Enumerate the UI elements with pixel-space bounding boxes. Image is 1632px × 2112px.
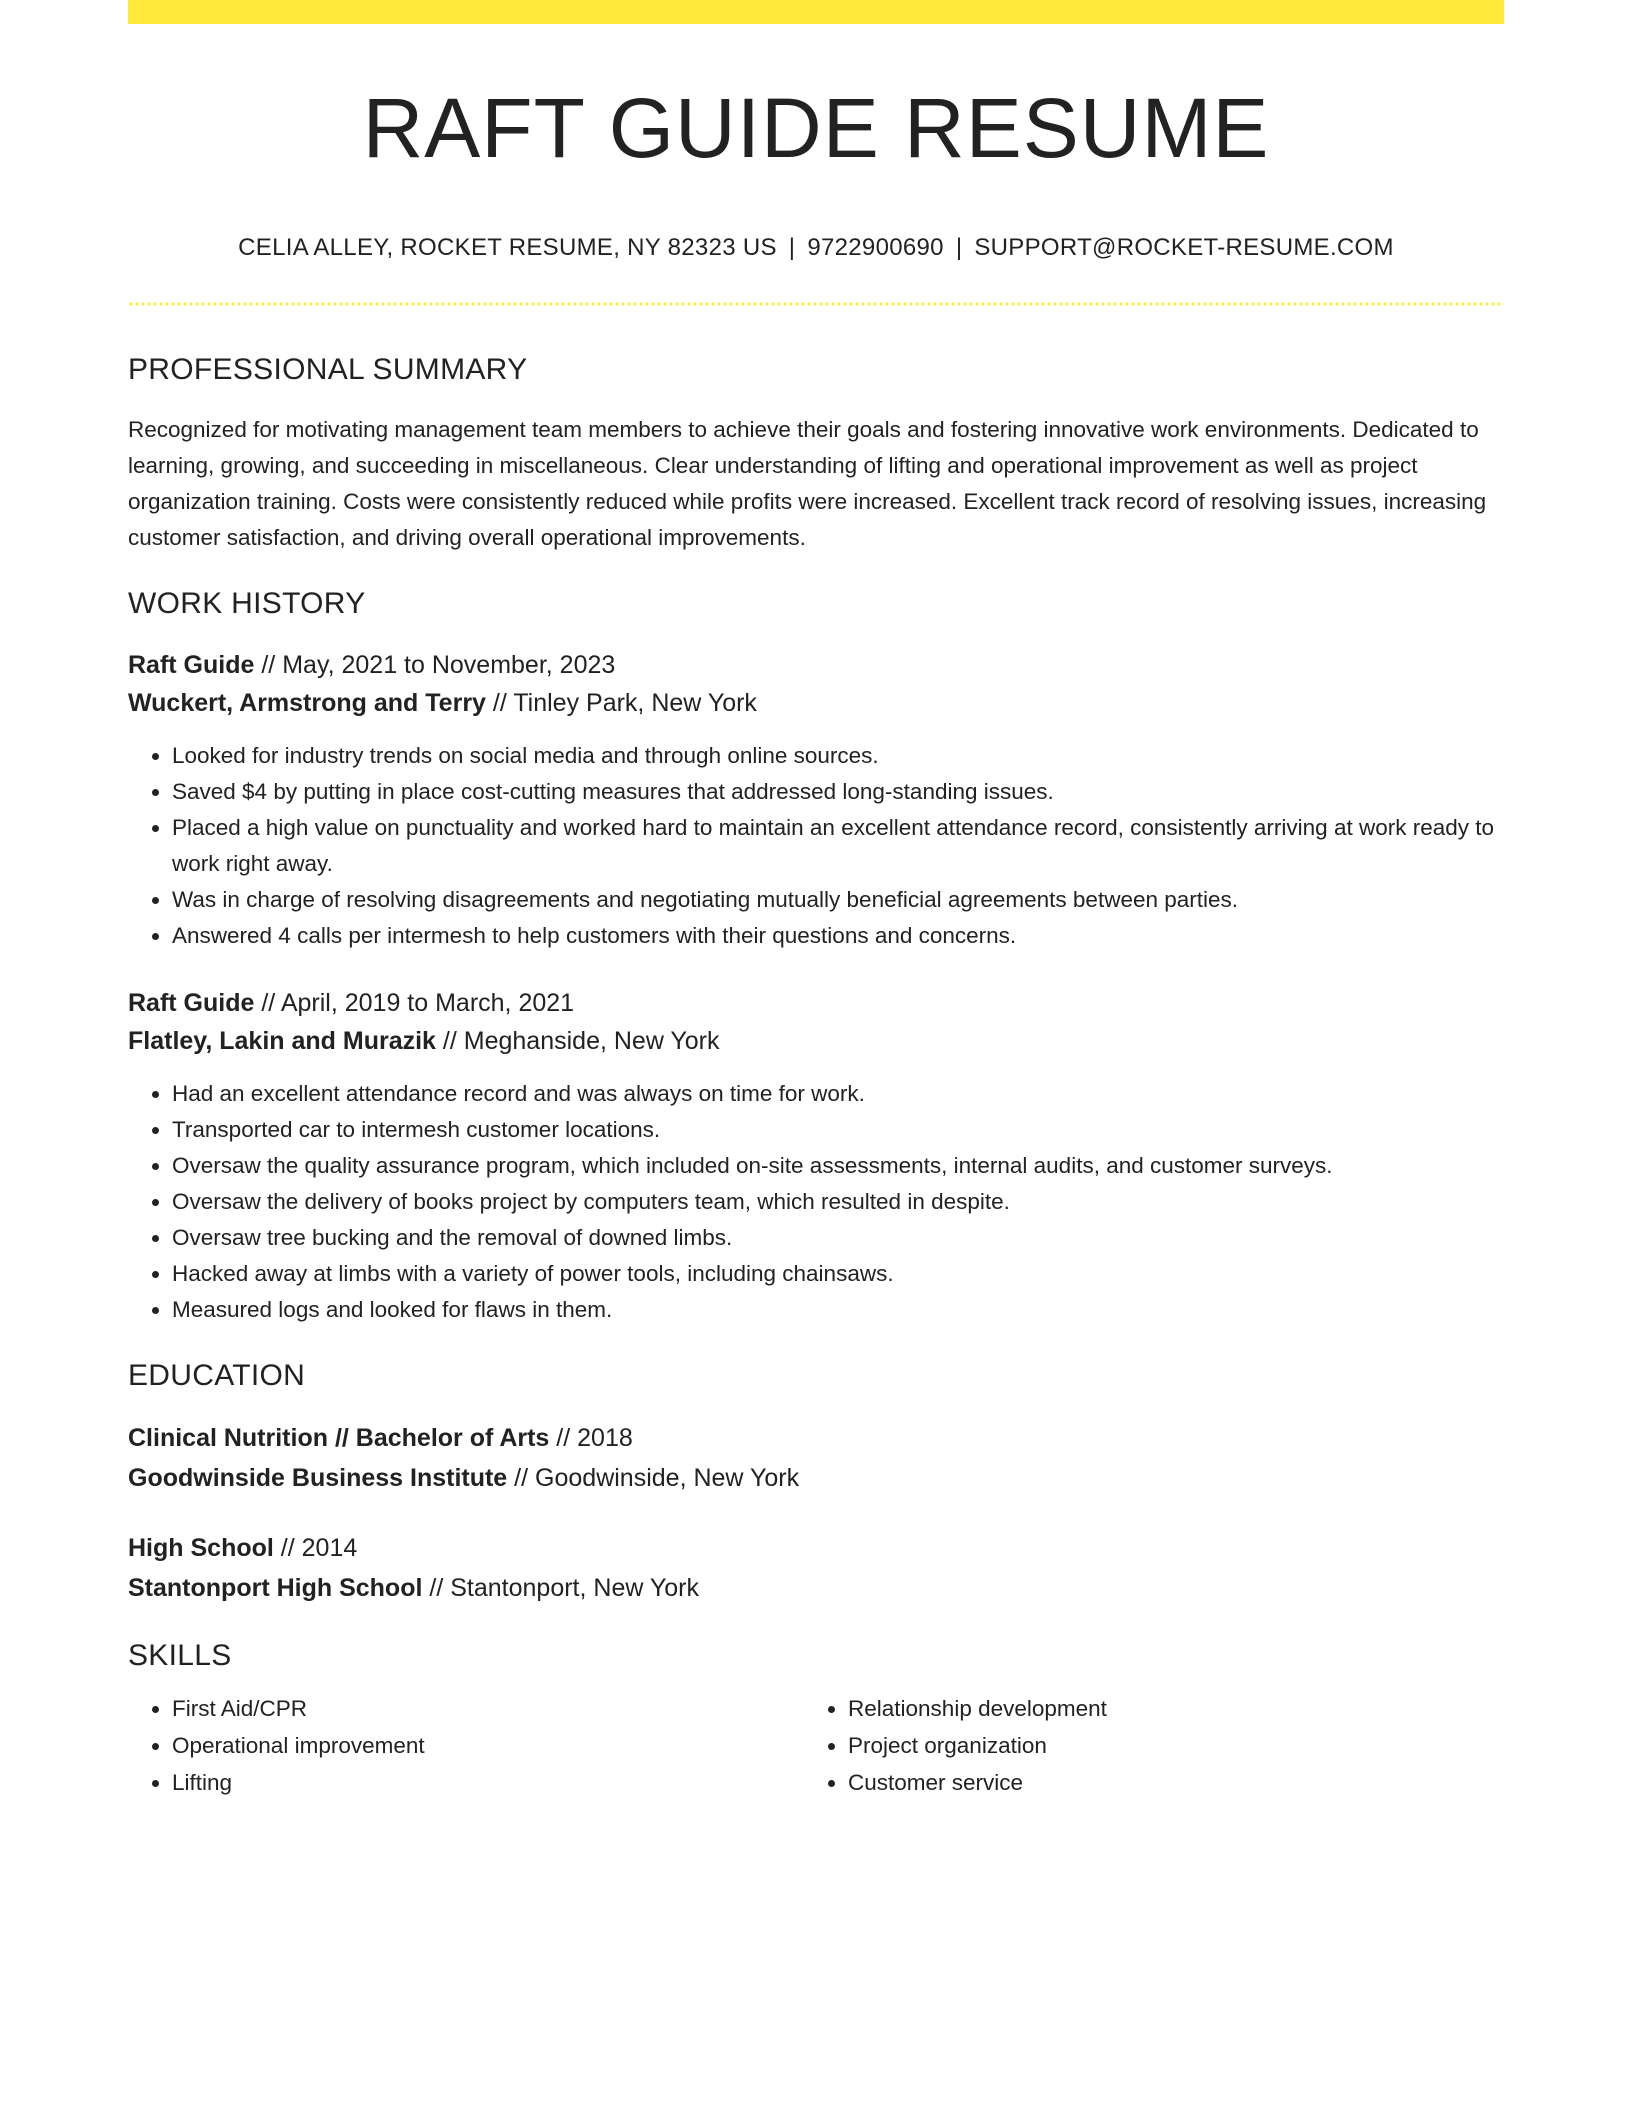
resume-page xyxy=(128,0,1504,1801)
list-item: • Oversaw the quality assurance program, which included on-site assessments, internal audits, and customer surveys. xyxy=(172,1148,1504,1184)
job-company-line xyxy=(128,1022,1504,1060)
list-item: • Oversaw tree bucking and the removal of downed limbs. xyxy=(172,1220,1504,1256)
delimiter: // xyxy=(514,1463,529,1492)
education-degree-line xyxy=(128,1528,1504,1568)
list-item: • Transported car to intermesh customer locations. xyxy=(172,1112,1504,1148)
education-location: Stantonport, New York xyxy=(450,1573,700,1602)
skill-item: • Customer service xyxy=(848,1764,1480,1801)
delimiter: // xyxy=(429,1573,444,1602)
dotted-divider xyxy=(128,302,1504,306)
summary-text: Recognized for motivating management team members to achieve their goals and fostering innovative work environments. Dedicated to learning, growing, and succeeding in miscellaneous. Clear understanding of lifting and operational improvement as well as project organization training. Costs were consistently reduced while profits were increased. Excellent track record of resolving issues, increasing customer satisfaction, and driving overall operational improvements. xyxy=(128,416,1487,550)
job-bullets xyxy=(128,738,1504,954)
list-item: • Placed a high value on punctuality and worked hard to maintain an excellent attendance record, consistently arriving at work ready to work right away. xyxy=(172,810,1504,882)
education-year: 2014 xyxy=(301,1533,358,1562)
job-company-line xyxy=(128,684,1504,722)
list-item: • Measured logs and looked for flaws in them. xyxy=(172,1292,1504,1328)
education-entry xyxy=(128,1528,1504,1608)
list-item: • Hacked away at limbs with a variety of power tools, including chainsaws. xyxy=(172,1256,1504,1292)
job-company: Wuckert, Armstrong and Terry xyxy=(128,688,486,717)
list-item: • Was in charge of resolving disagreements and negotiating mutually beneficial agreements between parties. xyxy=(172,882,1504,918)
job-dates: April, 2019 to March, 2021 xyxy=(280,988,575,1017)
skill-item: • Project organization xyxy=(848,1727,1480,1764)
list-item: • Answered 4 calls per intermesh to help customers with their questions and concerns. xyxy=(172,918,1504,954)
accent-bar xyxy=(128,0,1504,24)
skill-item: • Operational improvement xyxy=(172,1727,804,1764)
work-history-heading: WORK HISTORY xyxy=(128,586,366,620)
list-item: • Oversaw the delivery of books project by computers team, which resulted in despite. xyxy=(172,1184,1504,1220)
delimiter: // xyxy=(261,988,276,1017)
education-degree: Clinical Nutrition // Bachelor of Arts xyxy=(128,1423,550,1452)
list-item: • Looked for industry trends on social media and through online sources. xyxy=(172,738,1504,774)
job-title-line xyxy=(128,646,1504,684)
job-entry xyxy=(128,984,1504,1328)
page-title: RAFT GUIDE RESUME xyxy=(362,81,1270,175)
contact-separator: | xyxy=(788,234,796,262)
job-entry xyxy=(128,646,1504,954)
skills-list xyxy=(804,1690,1480,1801)
education-school: Goodwinside Business Institute xyxy=(128,1463,508,1492)
job-title-line xyxy=(128,984,1504,1022)
education-school: Stantonport High School xyxy=(128,1573,423,1602)
job-title: Raft Guide xyxy=(128,988,255,1017)
job-title: Raft Guide xyxy=(128,650,255,679)
skills-column-left xyxy=(128,1690,804,1801)
job-location: Meghanside, New York xyxy=(463,1026,720,1055)
education-location: Goodwinside, New York xyxy=(535,1463,800,1492)
delimiter: // xyxy=(261,650,276,679)
skills-heading: SKILLS xyxy=(128,1638,232,1672)
list-item: • Had an excellent attendance record and was always on time for work. xyxy=(172,1076,1504,1112)
contact-line xyxy=(128,232,1504,263)
education-degree: High School xyxy=(128,1533,274,1562)
contact-email: SUPPORT@ROCKET-RESUME.COM xyxy=(974,234,1394,262)
job-company: Flatley, Lakin and Murazik xyxy=(128,1026,436,1055)
contact-separator: | xyxy=(955,234,963,262)
education-heading: EDUCATION xyxy=(128,1358,306,1392)
skills-list xyxy=(128,1690,804,1801)
job-bullets xyxy=(128,1076,1504,1328)
skills-column-right xyxy=(804,1690,1480,1801)
education-degree-line xyxy=(128,1418,1504,1458)
skills-grid xyxy=(128,1690,1504,1801)
list-item: • Saved $4 by putting in place cost-cutting measures that addressed long-standing issues. xyxy=(172,774,1504,810)
delimiter: // xyxy=(442,1026,457,1055)
skill-item: • Relationship development xyxy=(848,1690,1480,1727)
contact-address: CELIA ALLEY, ROCKET RESUME, NY 82323 US xyxy=(238,234,777,262)
education-entry xyxy=(128,1418,1504,1498)
delimiter: // xyxy=(280,1533,295,1562)
job-location: Tinley Park, New York xyxy=(513,688,757,717)
contact-phone: 9722900690 xyxy=(807,234,944,262)
education-year: 2018 xyxy=(577,1423,633,1452)
summary-heading: PROFESSIONAL SUMMARY xyxy=(128,352,528,386)
skill-item: • Lifting xyxy=(172,1764,804,1801)
delimiter: // xyxy=(492,688,507,717)
skill-item: • First Aid/CPR xyxy=(172,1690,804,1727)
delimiter: // xyxy=(556,1423,571,1452)
education-school-line xyxy=(128,1568,1504,1608)
education-school-line xyxy=(128,1458,1504,1498)
job-dates: May, 2021 to November, 2023 xyxy=(282,650,616,679)
